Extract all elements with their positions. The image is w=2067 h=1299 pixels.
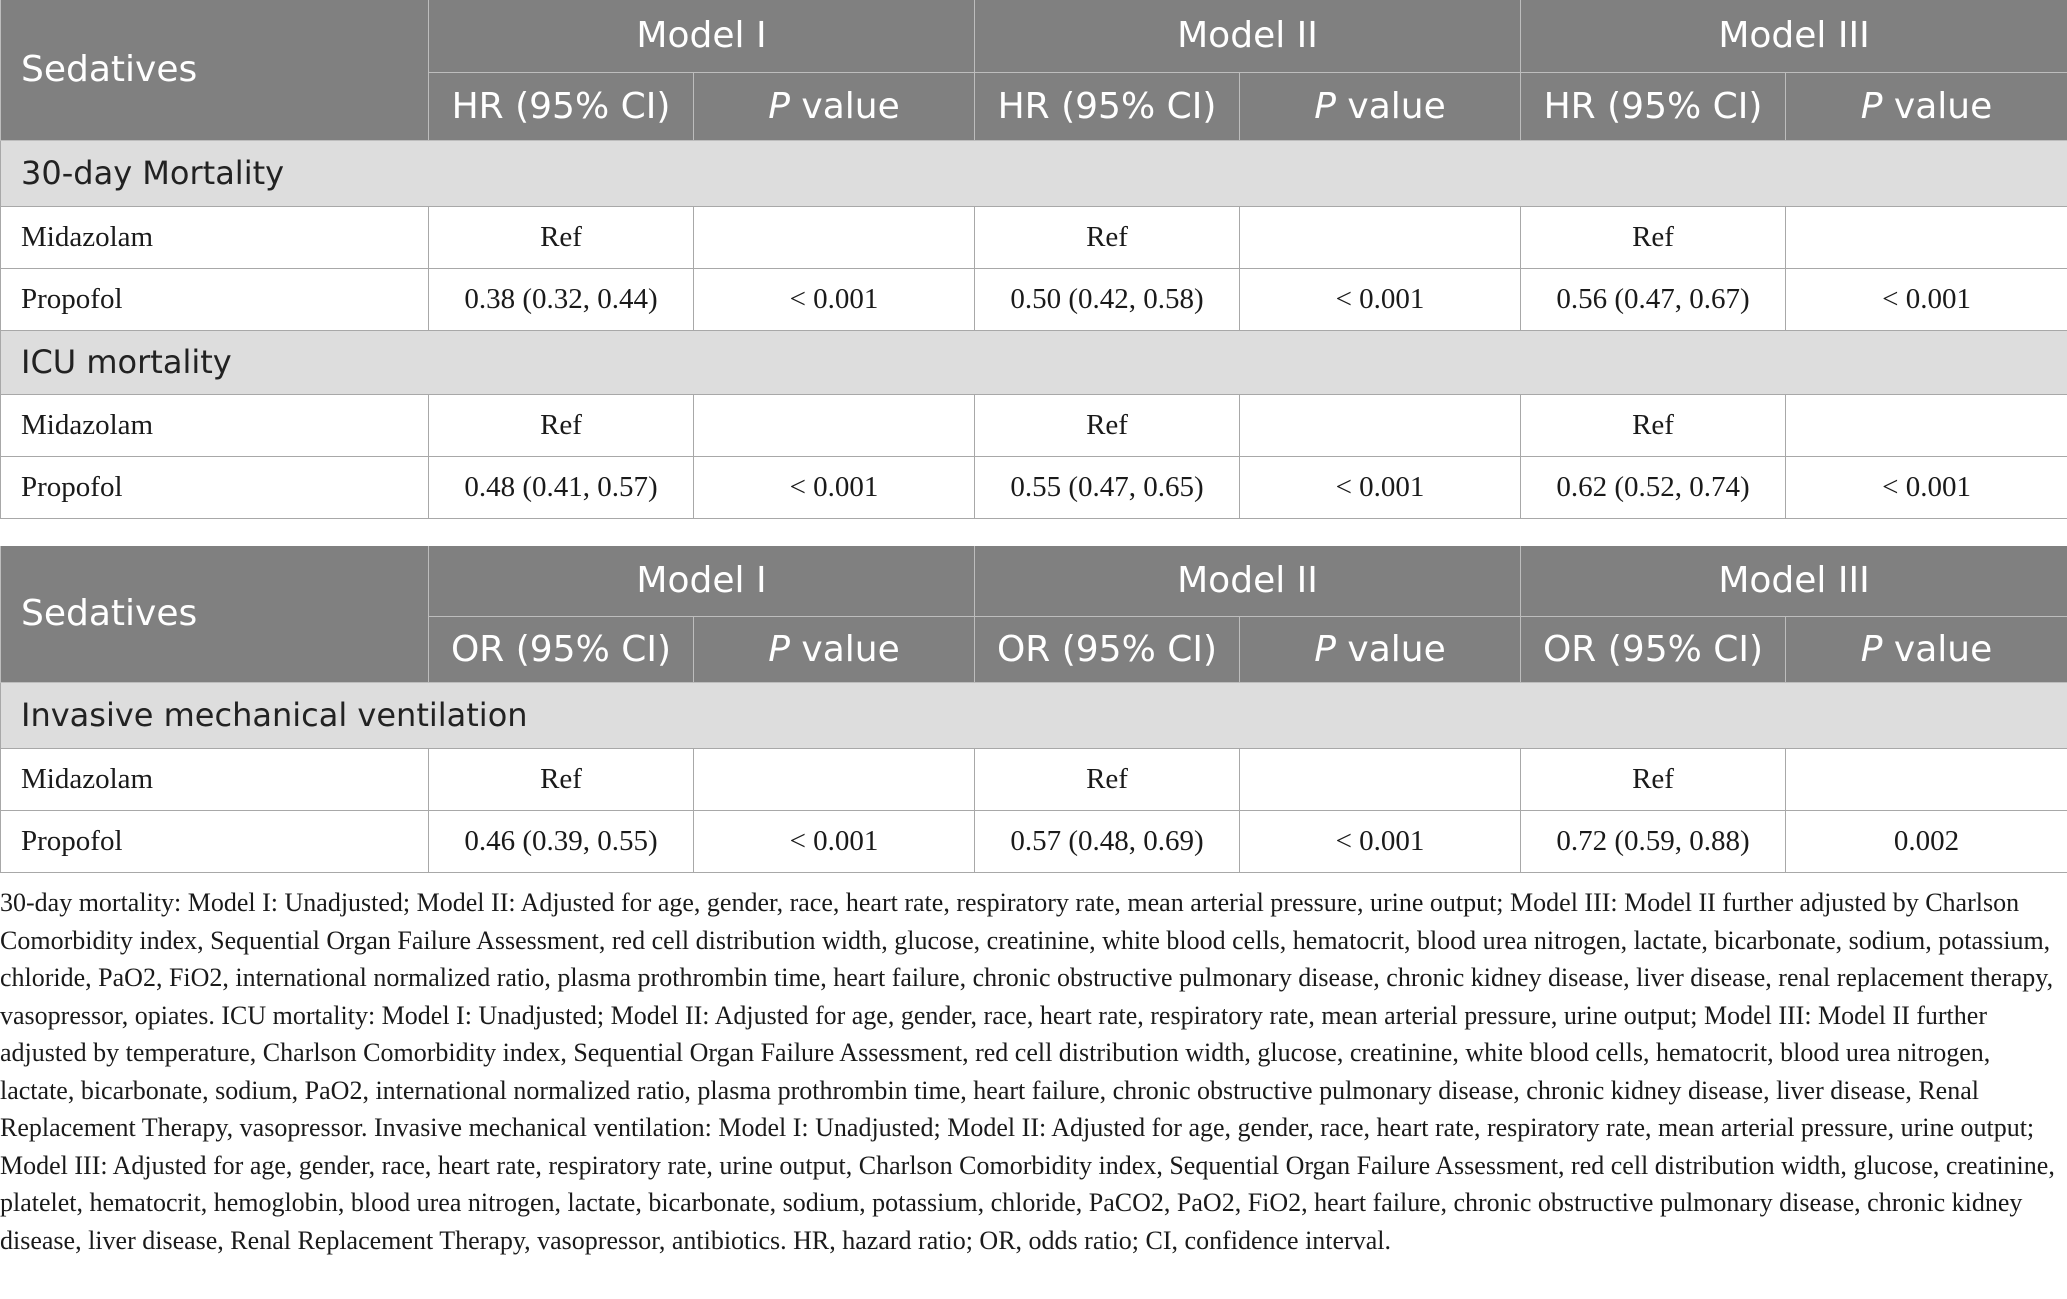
row-label: Midazolam [1,394,429,456]
model-3-hr: 0.56 (0.47, 0.67) [1521,268,1786,330]
model-2-p: < 0.001 [1240,810,1521,872]
section-row-invasive-mechanical-ventilation [1,682,2067,748]
row-label: Propofol [1,810,429,872]
p-value-header: P value [1786,72,2067,140]
model-2-hr: Ref [975,394,1240,456]
model-3-or: 0.72 (0.59, 0.88) [1521,810,1786,872]
model-1-hr: Ref [429,394,694,456]
or-ci-header: OR (95% CI) [1521,616,1786,682]
model-2-or: Ref [975,748,1240,810]
model-1-p: < 0.001 [694,268,975,330]
model-1-or: 0.46 (0.39, 0.55) [429,810,694,872]
model-2-p [1240,748,1521,810]
table-row [1,810,2067,872]
model-3-hr: 0.62 (0.52, 0.74) [1521,456,1786,518]
model-2-hr: 0.55 (0.47, 0.65) [975,456,1240,518]
model-1-hr: 0.48 (0.41, 0.57) [429,456,694,518]
section-title: 30-day Mortality [1,140,2067,206]
model-2-p [1240,206,1521,268]
corner-label: Sedatives [1,546,429,682]
model-3-p: < 0.001 [1786,456,2067,518]
model-2-p [1240,394,1521,456]
model-3-hr: Ref [1521,394,1786,456]
section-row-30-day-mortality [1,140,2067,206]
model-1-p [694,206,975,268]
table-row [1,456,2067,518]
model-2-header: Model II [975,546,1521,616]
model-header-row [1,0,2067,72]
model-1-p: < 0.001 [694,810,975,872]
model-3-or: Ref [1521,748,1786,810]
table-row [1,206,2067,268]
or-ci-header: OR (95% CI) [975,616,1240,682]
row-label: Propofol [1,456,429,518]
model-3-p [1786,394,2067,456]
p-value-header: P value [694,616,975,682]
model-2-p: < 0.001 [1240,268,1521,330]
model-3-header: Model III [1521,0,2067,72]
model-3-p: < 0.001 [1786,268,2067,330]
model-1-p [694,748,975,810]
hazard-ratio-table [0,0,2067,519]
model-3-p [1786,748,2067,810]
model-1-p: < 0.001 [694,456,975,518]
or-ci-header: OR (95% CI) [429,616,694,682]
table-footnote: 30-day mortality: Model I: Unadjusted; Model II: Adjusted for age, gender, race, heart rate, respiratory rate, mean arterial pressure, urine output; Model III: Model II further adjusted by Charlson Comorbidity index, Sequential Organ Failure Assessment, red cell distribution width, glucose, creatinine, white blood cells, hematocrit, blood urea nitrogen, lactate, bicarbonate, sodium, potassium, chloride, PaO2, FiO2, international normalized ratio, plasma prothrombin time, heart failure, chronic obstructive pulmonary disease, chronic kidney disease, liver disease, renal replacement therapy, vasopressor, opiates. ICU mortality: Model I: Unadjusted; Model II: Adjusted for age, gender, race, heart rate, respiratory rate, mean arterial pressure, urine output; Model III: Model II further adjusted by temperature, Charlson Comorbidity index, Sequential Organ Failure Assessment, red cell distribution width, glucose, creatinine, white blood cells, hematocrit, blood urea nitrogen, lactate, bicarbonate, sodium, PaO2, international normalized ratio, plasma prothrombin time, heart failure, chronic obstructive pulmonary disease, chronic kidney disease, liver disease, Renal Replacement Therapy, vasopressor. Invasive mechanical ventilation: Model I: Unadjusted; Model II: Adjusted for age, gender, race, heart rate, respiratory rate, mean arterial pressure, urine output; Model III: Adjusted for age, gender, race, heart rate, respiratory rate, urine output, Charlson Comorbidity index, Sequential Organ Failure Assessment, red cell distribution width, glucose, creatinine, platelet, hematocrit, hemoglobin, blood urea nitrogen, lactate, bicarbonate, sodium, potassium, chloride, PaCO2, PaO2, FiO2, heart failure, chronic obstructive pulmonary disease, chronic kidney disease, liver disease, Renal Replacement Therapy, vasopressor, antibiotics. HR, hazard ratio; OR, odds ratio; CI, confidence interval. [0,888,2055,1255]
model-1-hr: Ref [429,206,694,268]
p-value-header: P value [1786,616,2067,682]
model-1-or: Ref [429,748,694,810]
row-label: Midazolam [1,206,429,268]
hr-ci-header: HR (95% CI) [429,72,694,140]
model-3-p: 0.002 [1786,810,2067,872]
section-title: Invasive mechanical ventilation [1,682,2067,748]
section-title: ICU mortality [1,330,2067,394]
table-row [1,268,2067,330]
model-1-header: Model I [429,546,975,616]
model-2-hr: Ref [975,206,1240,268]
model-2-hr: 0.50 (0.42, 0.58) [975,268,1240,330]
model-3-hr: Ref [1521,206,1786,268]
hr-ci-header: HR (95% CI) [1521,72,1786,140]
table-row [1,394,2067,456]
model-1-header: Model I [429,0,975,72]
row-label: Midazolam [1,748,429,810]
odds-ratio-table [0,546,2067,873]
p-value-header: P value [1240,72,1521,140]
corner-label: Sedatives [1,0,429,140]
section-row-icu-mortality [1,330,2067,394]
model-1-hr: 0.38 (0.32, 0.44) [429,268,694,330]
hr-ci-header: HR (95% CI) [975,72,1240,140]
model-2-or: 0.57 (0.48, 0.69) [975,810,1240,872]
p-value-header: P value [694,72,975,140]
model-2-p: < 0.001 [1240,456,1521,518]
model-header-row [1,546,2067,616]
model-3-header: Model III [1521,546,2067,616]
table-row [1,748,2067,810]
model-3-p [1786,206,2067,268]
p-value-header: P value [1240,616,1521,682]
row-label: Propofol [1,268,429,330]
model-1-p [694,394,975,456]
model-2-header: Model II [975,0,1521,72]
